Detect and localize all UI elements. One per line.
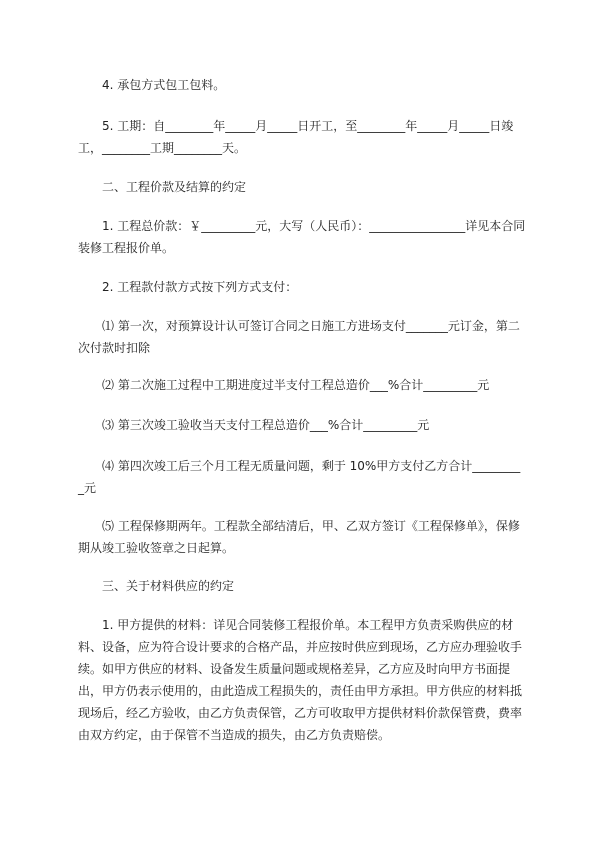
payment-item-third: ⑶ 第三次竣工验收当天支付工程总造价___%合计_________元 <box>102 418 430 432</box>
clause-party-a-materials: 1. 甲方提供的材料：详见合同装修工程报价单。本工程甲方负责采购供应的材料、设备，应为符合设计要求的合格产品，并应按时供应到现场，乙方应办理验收手续。如甲方供应的材料、设备发生质量问题或规格差异，乙方应及时向甲方书面提出，甲方仍表示使用的，由此造成工程损失的，责任由甲方承担。甲方供应的材料抵现场后，经乙方验收，由乙方负责保管，乙方可收取甲方提供材料价款保管费，费率由双方约定，由于保管不当造成的损失，由乙方负责赔偿。 <box>78 618 523 742</box>
section-heading-price-settlement: 二、工程价款及结算的约定 <box>102 180 247 194</box>
clause-construction-period: 5. 工期：自________年_____月_____日开工，至________年_____月_____日竣工，________工期________天。 <box>78 119 514 155</box>
payment-item-second: ⑵ 第二次施工过程中工期进度过半支付工程总造价___%合计_________元 <box>102 378 490 392</box>
payment-item-warranty: ⑸ 工程保修期两年。工程款全部结清后，甲、乙双方签订《工程保修单》，保修期从竣工验收签章之日起算。 <box>78 519 520 555</box>
clause-payment-method: 2. 工程款付款方式按下列方式支付： <box>102 280 298 294</box>
clause-total-price: 1. 工程总价款：￥_________元，大写（人民币）：________________详见本合同装修工程报价单。 <box>78 219 526 255</box>
payment-item-first: ⑴ 第一次，对预算设计认可签订合同之日施工方进场支付_______元订金，第二次付款时扣除 <box>78 319 520 355</box>
section-heading-material-supply: 三、关于材料供应的约定 <box>102 579 235 593</box>
clause-contract-method: 4. 承包方式包工包料。 <box>102 78 226 92</box>
payment-item-fourth: ⑷ 第四次竣工后三个月工程无质量问题，剩于 10%甲方支付乙方合计_________元 <box>78 459 521 495</box>
